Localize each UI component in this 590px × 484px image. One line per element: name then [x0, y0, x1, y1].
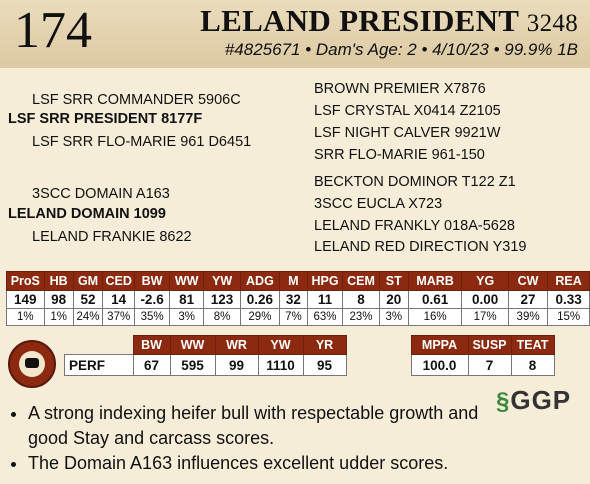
epd-header: ProS — [7, 272, 45, 291]
epd-header: ADG — [240, 272, 279, 291]
epd-percentile: 63% — [307, 309, 343, 326]
epd-value: 52 — [73, 291, 102, 309]
epd-percentile: 15% — [548, 309, 590, 326]
animal-name-text: LELAND PRESIDENT — [200, 3, 519, 38]
epd-percentile: 24% — [73, 309, 102, 326]
pedigree-sire-dam: LSF SRR FLO-MARIE 961 D6451 — [32, 134, 252, 150]
epd-header: CEM — [343, 272, 380, 291]
perf-value: 95 — [303, 355, 346, 376]
epd-value: 32 — [280, 291, 308, 309]
epd-value: 0.00 — [462, 291, 509, 309]
epd-percentile: 7% — [280, 309, 308, 326]
epd-value: 98 — [44, 291, 73, 309]
perf-header: WW — [170, 336, 215, 355]
epd-percentile: 17% — [462, 309, 509, 326]
perf-header: TEAT — [511, 336, 554, 355]
epd-percentile: 3% — [379, 309, 408, 326]
epd-percentile: 1% — [7, 309, 45, 326]
perf-value: 7 — [468, 355, 511, 376]
epd-value: 81 — [170, 291, 204, 309]
epd-percentile: 39% — [508, 309, 547, 326]
epd-percentile: 3% — [170, 309, 204, 326]
epd-percentile: 8% — [204, 309, 241, 326]
perf-value: 67 — [133, 355, 170, 376]
epd-percentile: 29% — [240, 309, 279, 326]
breed-seal-logo — [8, 340, 56, 388]
epd-percentile: 23% — [343, 309, 380, 326]
perf-header: YR — [303, 336, 346, 355]
note-item: • A strong indexing heifer bull with respectable growth and good Stay and carcass scores. — [28, 401, 508, 451]
pedigree-right-4: SRR FLO-MARIE 961-150 — [314, 147, 485, 163]
epd-header: CW — [508, 272, 547, 291]
perf-value: 595 — [170, 355, 215, 376]
epd-header: HPG — [307, 272, 343, 291]
pedigree-dam-sire: 3SCC DOMAIN A163 — [32, 186, 170, 202]
perf-value: 8 — [511, 355, 554, 376]
epd-value: 149 — [7, 291, 45, 309]
epd-percentile: 16% — [408, 309, 462, 326]
lot-number: 174 — [14, 2, 92, 59]
perf-value: 1110 — [258, 355, 303, 376]
pedigree-right-6: 3SCC EUCLA X723 — [314, 196, 443, 212]
registration-line: #4825671 • Dam's Age: 2 • 4/10/23 • 99.9% 1B — [224, 40, 578, 59]
perf-header: SUSP — [468, 336, 511, 355]
pedigree-right-3: LSF NIGHT CALVER 9921W — [314, 125, 501, 141]
epd-percentile: 35% — [135, 309, 170, 326]
epd-value: 123 — [204, 291, 241, 309]
epd-value: 8 — [343, 291, 380, 309]
perf-blank — [65, 336, 134, 355]
epd-percentile-row — [7, 309, 590, 326]
pedigree-dam: LELAND DOMAIN 1099 — [8, 206, 166, 222]
pedigree-right-1: BROWN PREMIER X7876 — [314, 81, 486, 97]
epd-value: 14 — [103, 291, 135, 309]
epd-header: CED — [103, 272, 135, 291]
epd-value: 11 — [307, 291, 343, 309]
epd-percentile: 1% — [44, 309, 73, 326]
epd-value: 0.61 — [408, 291, 462, 309]
epd-value: 27 — [508, 291, 547, 309]
perf-header: BW — [133, 336, 170, 355]
lot-header — [0, 0, 590, 68]
perf-label: PERF — [65, 355, 134, 376]
epd-header: HB — [44, 272, 73, 291]
epd-header: MARB — [408, 272, 462, 291]
note-item: • The Domain A163 influences excellent udder scores. — [28, 451, 508, 476]
epd-header-row — [7, 272, 590, 291]
perf-header-row — [65, 336, 555, 355]
pedigree-sire-sire: LSF SRR COMMANDER 5906C — [32, 92, 241, 108]
epd-header: REA — [548, 272, 590, 291]
pedigree-right-2: LSF CRYSTAL X0414 Z2105 — [314, 103, 501, 119]
epd-value: 0.26 — [240, 291, 279, 309]
perf-blank — [346, 355, 411, 376]
perf-header: YW — [258, 336, 303, 355]
ggp-logo-text: GGP — [510, 385, 572, 415]
perf-value: 99 — [215, 355, 258, 376]
comment-notes — [6, 401, 508, 476]
pedigree-sire: LSF SRR PRESIDENT 8177F — [8, 111, 203, 127]
perf-header: MPPA — [411, 336, 468, 355]
perf-value-row — [65, 355, 555, 376]
pedigree-right-8: LELAND RED DIRECTION Y319 — [314, 239, 527, 255]
epd-value-row — [7, 291, 590, 309]
epd-header: BW — [135, 272, 170, 291]
pedigree-right-5: BECKTON DOMINOR T122 Z1 — [314, 174, 516, 190]
epd-header: GM — [73, 272, 102, 291]
epd-header: ST — [379, 272, 408, 291]
epd-header: WW — [170, 272, 204, 291]
epd-value: 0.33 — [548, 291, 590, 309]
perf-value: 100.0 — [411, 355, 468, 376]
performance-table — [64, 335, 555, 376]
pedigree-dam-dam: LELAND FRANKIE 8622 — [32, 229, 192, 245]
animal-tag: 3248 — [526, 10, 578, 37]
pedigree-right-7: LELAND FRANKLY 018A-5628 — [314, 218, 515, 234]
animal-name — [200, 4, 578, 41]
perf-header: WR — [215, 336, 258, 355]
epd-header: M — [280, 272, 308, 291]
epd-header: YW — [204, 272, 241, 291]
cow-icon — [25, 358, 39, 368]
epd-value: 20 — [379, 291, 408, 309]
epd-header: YG — [462, 272, 509, 291]
dna-helix-icon: § — [496, 388, 511, 415]
epd-percentile: 37% — [103, 309, 135, 326]
perf-blank — [346, 336, 411, 355]
epd-value: -2.6 — [135, 291, 170, 309]
epd-table — [6, 271, 590, 326]
